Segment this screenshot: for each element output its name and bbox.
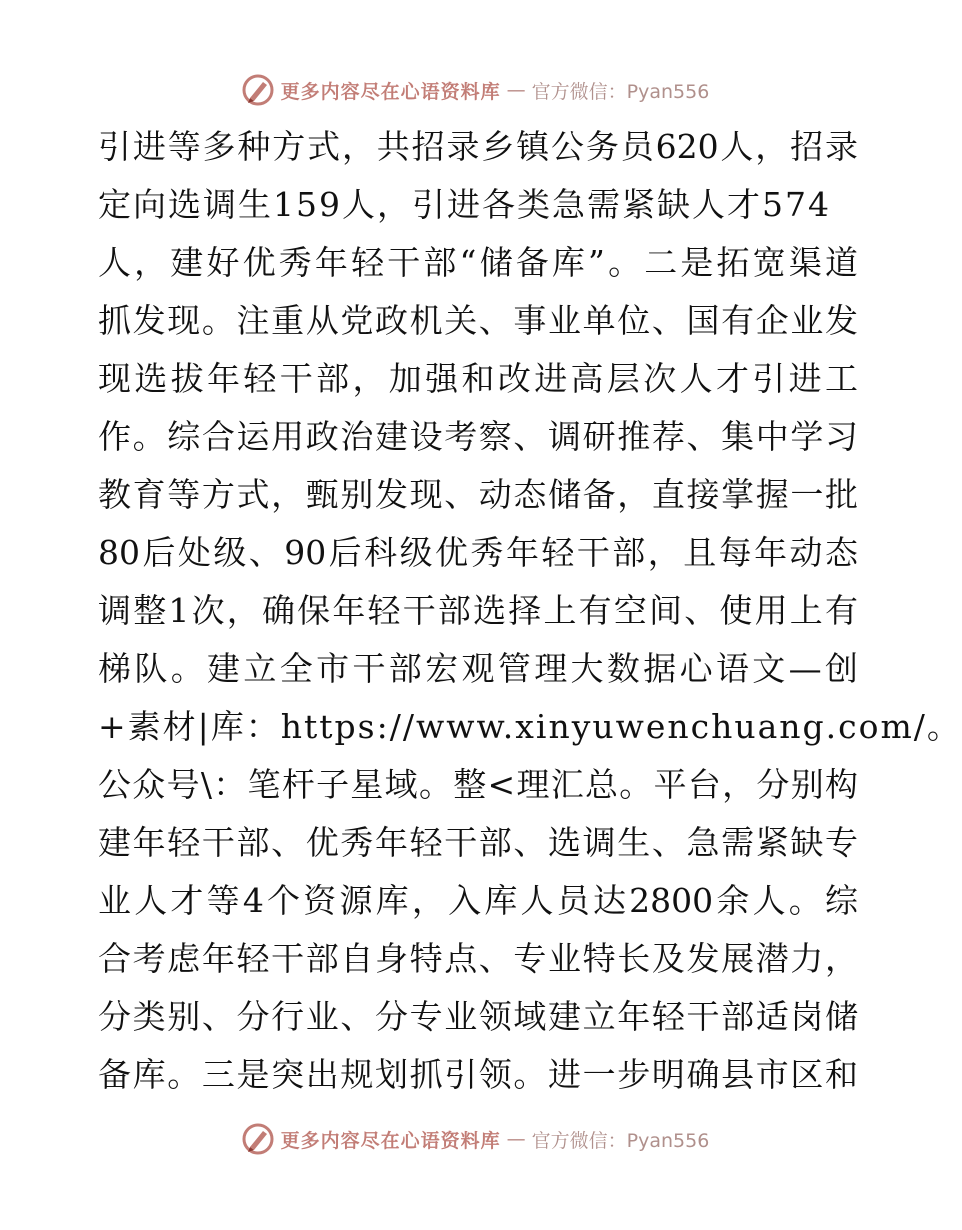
body-line-14: 业人才等4个资源库，入库人员达2800余人。综 [98,881,858,920]
pen-logo-icon [241,73,275,107]
body-line-3: 人，建好优秀年轻干部“储备库”。二是拓宽渠道 [98,243,858,282]
body-line-15: 合考虑年轻干部自身特点、专业特长及发展潜力， [98,939,858,978]
body-line-10: 梯队。建立全市干部宏观管理大数据心语文—创 [98,649,858,688]
body-line-4: 抓发现。注重从党政机关、事业单位、国有企业发 [98,301,858,340]
watermark-contact: 官方微信：Pyan556 [531,1129,710,1152]
watermark-text: 更多内容尽在心语资料库 [280,80,501,103]
body-line-5: 现选拔年轻干部，加强和改进高层次人才引进工 [98,359,858,398]
header-watermark [0,70,950,110]
watermark-dash: — [506,79,526,101]
watermark-contact: 官方微信：Pyan556 [531,80,710,103]
body-line-16: 分类别、分行业、分专业领域建立年轻干部适岗储 [98,997,858,1036]
body-line-11: +素材|库：https://www.xinyuwenchuang.com/。 [98,707,962,746]
pen-logo-icon [241,1122,275,1156]
footer-watermark [0,1119,950,1159]
body-line-13: 建年轻干部、优秀年轻干部、选调生、急需紧缺专 [98,823,858,862]
body-line-17: 备库。三是突出规划抓引领。进一步明确县市区和 [98,1055,858,1094]
body-line-7: 教育等方式，甄别发现、动态储备，直接掌握一批 [98,475,858,514]
body-line-9: 调整1次，确保年轻干部选择上有空间、使用上有 [98,591,858,630]
body-line-2: 定向选调生159人，引进各类急需紧缺人才574 [98,185,831,224]
body-line-6: 作。综合运用政治建设考察、调研推荐、集中学习 [98,417,858,456]
body-line-12: 公众号\：笔杆子星域。整<理汇总。平台，分别构 [98,765,858,804]
document-body [98,118,962,1104]
body-line-1: 引进等多种方式，共招录乡镇公务员620人，招录 [98,127,858,166]
watermark-text: 更多内容尽在心语资料库 [280,1129,501,1152]
body-line-8: 80后处级、90后科级优秀年轻干部，且每年动态 [98,533,858,572]
watermark-dash: — [506,1128,526,1150]
